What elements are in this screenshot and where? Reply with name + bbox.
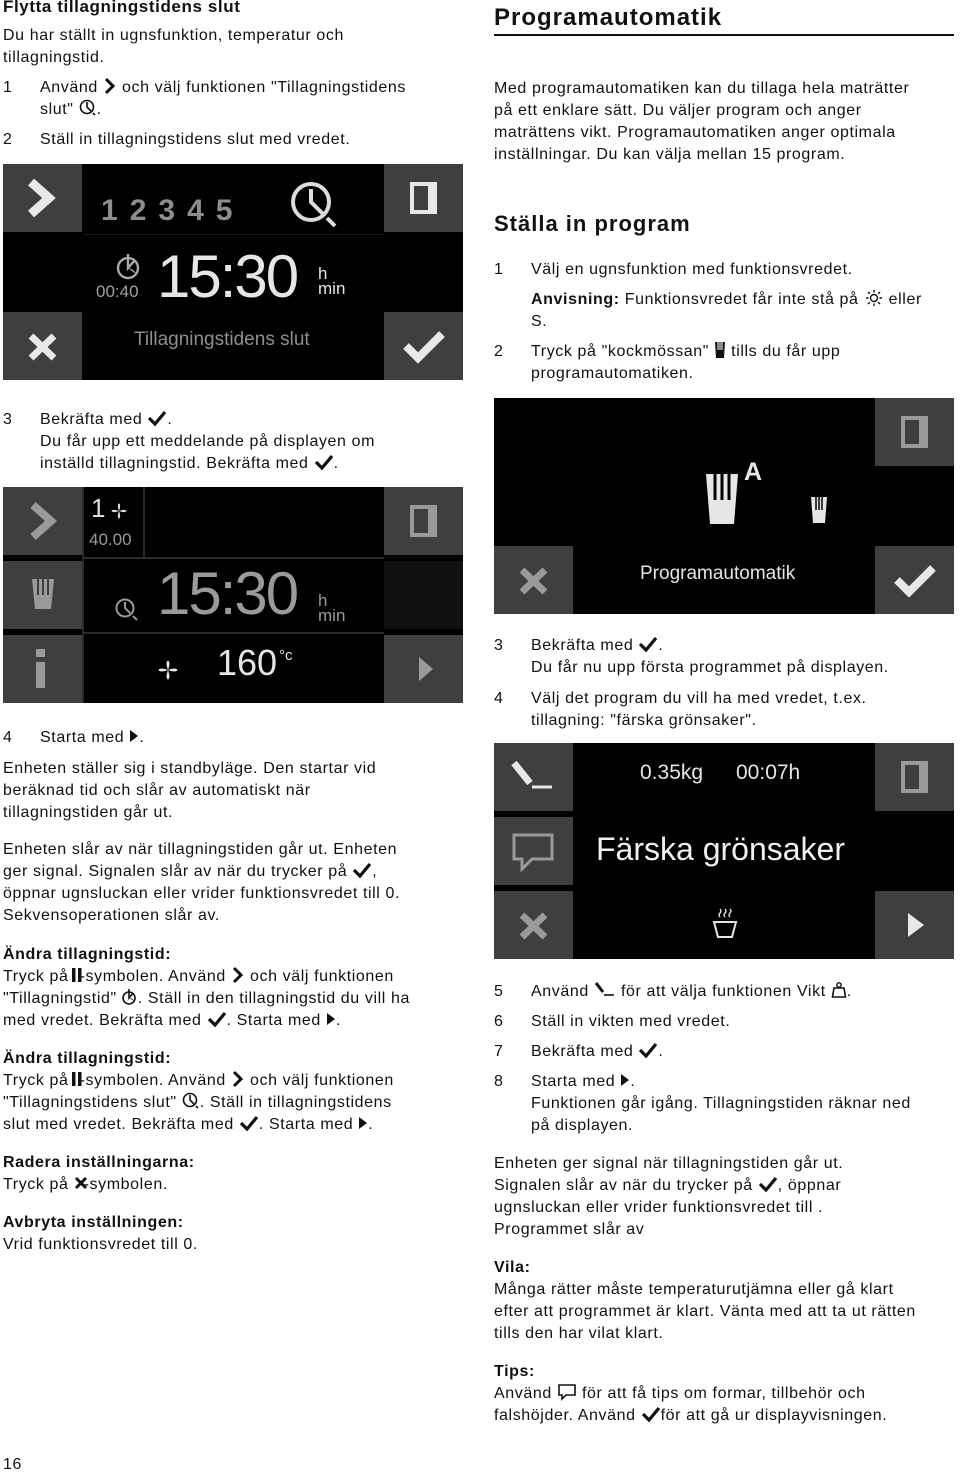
oven-display-end-time bbox=[3, 164, 463, 380]
chevron-right-icon bbox=[231, 1070, 245, 1088]
subheading: Tips: bbox=[494, 1363, 535, 1380]
paragraph-line: Enheten ger signal när tillagningstiden går ut. bbox=[494, 1155, 844, 1172]
step-number: 3 bbox=[3, 411, 12, 428]
next-key[interactable] bbox=[3, 164, 82, 232]
step-text: Bekräfta med . bbox=[531, 637, 664, 654]
step-number: 4 bbox=[3, 729, 12, 746]
cancel-key[interactable] bbox=[494, 546, 573, 614]
mode-number: 1 bbox=[91, 493, 106, 523]
paragraph-line: Signalen slår av när du trycker på , öppnar bbox=[494, 1177, 842, 1194]
oven-door-icon bbox=[875, 743, 954, 811]
paragraph-line: "Tillagningstid" . Ställ in den tillagningstid du vill ha bbox=[3, 990, 410, 1007]
info-icon bbox=[3, 635, 82, 703]
paragraph-line: Många rätter måste temperaturutjämna eller gå klart bbox=[494, 1281, 894, 1298]
paragraph-line: falshöjder. Använd för att gå ur displayvisningen. bbox=[494, 1407, 888, 1424]
checkmark-icon bbox=[239, 1114, 259, 1132]
start-key[interactable] bbox=[384, 635, 463, 703]
checkmark-icon bbox=[758, 1175, 778, 1193]
paragraph-line: ger signal. Signalen slår av när du trycker på , bbox=[3, 863, 378, 880]
chevron-right-icon bbox=[103, 77, 117, 95]
chevron-right-icon bbox=[3, 487, 82, 555]
edit-icon bbox=[594, 981, 616, 999]
step-number: 2 bbox=[494, 343, 503, 360]
play-icon bbox=[129, 729, 139, 743]
program-numbers: 12345 bbox=[101, 194, 245, 227]
note-text-cont: S. bbox=[531, 313, 548, 330]
end-time-value: 15:30 bbox=[157, 560, 298, 627]
oven-display-program bbox=[494, 398, 954, 614]
section-heading: Programautomatik bbox=[494, 4, 723, 31]
step-text: Bekräfta med . bbox=[40, 411, 173, 428]
duration-value: 00:40 bbox=[96, 282, 139, 301]
close-icon bbox=[494, 891, 573, 959]
temperature-unit: °c bbox=[279, 647, 293, 664]
step-text-cont: på displayen. bbox=[531, 1117, 634, 1134]
chef-hat-icon bbox=[714, 341, 726, 359]
edit-icon bbox=[494, 743, 573, 811]
paragraph-line: öppnar ugnsluckan eller vrider funktionsvredet till 0. bbox=[3, 885, 401, 902]
paragraph-line: "Tillagningstidens slut" . Ställ in tillagningstidens bbox=[3, 1094, 392, 1111]
paragraph-line: Tryck på -symbolen. bbox=[3, 1176, 168, 1193]
checkmark-icon bbox=[638, 635, 658, 653]
paragraph-line: Sekvensoperationen slår av. bbox=[3, 907, 220, 924]
intro-line: på ett enklare sätt. Du väljer program och anger bbox=[494, 102, 862, 119]
step-text: Använd och välj funktionen "Tillagningstidens bbox=[40, 79, 407, 96]
step-number: 4 bbox=[494, 690, 503, 707]
start-key[interactable] bbox=[875, 891, 954, 959]
door-key[interactable] bbox=[875, 743, 954, 811]
step-text: Starta med . bbox=[40, 729, 145, 746]
next-key[interactable] bbox=[3, 487, 82, 555]
paragraph-line: Tryck på -symbolen. Använd och välj funktionen bbox=[3, 1072, 394, 1089]
steam-pot-icon bbox=[712, 907, 738, 939]
temperature-value: 160 bbox=[217, 642, 278, 683]
display-label: Programautomatik bbox=[640, 563, 796, 584]
checkmark-icon bbox=[352, 861, 372, 879]
speech-bubble-icon bbox=[494, 817, 573, 885]
play-icon bbox=[875, 891, 954, 959]
step-text: Tryck på "kockmössan" tills du får upp bbox=[531, 343, 841, 360]
checkmark-icon bbox=[207, 1010, 227, 1028]
end-time-icon bbox=[114, 597, 140, 623]
checkmark-icon bbox=[147, 409, 167, 427]
end-time-value: 15:30 bbox=[157, 243, 298, 310]
step-number: 1 bbox=[494, 261, 503, 278]
play-icon bbox=[326, 1012, 336, 1026]
paragraph-line: Använd för att få tips om formar, tillbehör och bbox=[494, 1385, 866, 1402]
oven-door-icon bbox=[384, 487, 463, 555]
checkmark-icon bbox=[638, 1041, 658, 1059]
subheading: Ändra tillagningstid: bbox=[3, 946, 172, 963]
step-text-cont: inställd tillagningstid. Bekräfta med . bbox=[40, 455, 339, 472]
unit-label: h min bbox=[318, 264, 346, 298]
paragraph-line: tillagningstiden går ut. bbox=[3, 804, 174, 821]
oven-light-icon bbox=[864, 289, 884, 307]
weight-value: 0.35kg bbox=[640, 761, 704, 784]
step-number: 6 bbox=[494, 1013, 503, 1030]
intro-line: Med programautomatiken kan du tillaga hela maträtter bbox=[494, 80, 910, 97]
note-text: Anvisning: Funktionsvredet får inte stå på eller bbox=[531, 291, 922, 308]
oven-door-icon bbox=[875, 398, 954, 466]
program-name: Färska grönsaker bbox=[596, 831, 845, 867]
chef-hat-icon bbox=[704, 472, 740, 526]
duration-value: 00:07h bbox=[736, 761, 801, 784]
step-text-cont: Du får upp ett meddelande på displayen om bbox=[40, 433, 376, 450]
paragraph-line: Enheten slår av när tillagningstiden går ut. Enheten bbox=[3, 841, 398, 858]
step-text-cont: slut" . bbox=[40, 101, 102, 118]
chef-hat-icon bbox=[3, 561, 82, 629]
end-time-icon bbox=[79, 99, 97, 117]
chevron-right-icon bbox=[231, 966, 245, 984]
weight-key[interactable] bbox=[494, 743, 573, 811]
step-text: Ställ in tillagningstidens slut med vredet. bbox=[40, 131, 351, 148]
step-text-cont: Funktionen går igång. Tillagningstiden räknar ned bbox=[531, 1095, 911, 1112]
section-heading-left: Flytta tillagningstidens slut bbox=[3, 0, 241, 16]
close-icon bbox=[3, 312, 82, 380]
end-time-icon bbox=[182, 1092, 200, 1110]
cancel-key[interactable] bbox=[3, 312, 82, 380]
step-number: 5 bbox=[494, 983, 503, 1000]
subheading: Radera inställningarna: bbox=[3, 1154, 195, 1171]
info-key[interactable] bbox=[3, 635, 82, 703]
elapsed-value: 40.00 bbox=[89, 530, 132, 549]
paragraph-line: efter att programmet är klart. Vänta med att ta ut rätten bbox=[494, 1303, 916, 1320]
checkmark-icon bbox=[314, 453, 334, 471]
door-key[interactable] bbox=[384, 164, 463, 232]
paragraph-line: Tryck på -symbolen. Använd och välj funktionen bbox=[3, 968, 394, 985]
paragraph-line: beräknad tid och slår av automatiskt när bbox=[3, 782, 311, 799]
subheading: Vila: bbox=[494, 1259, 531, 1276]
step-number: 1 bbox=[3, 79, 12, 96]
checkmark-icon bbox=[641, 1405, 661, 1423]
step-number: 2 bbox=[3, 131, 12, 148]
checkmark-icon bbox=[875, 546, 954, 614]
confirm-key[interactable] bbox=[384, 312, 463, 380]
oven-display-running bbox=[3, 487, 463, 703]
intro-line: maträttens vikt. Programautomatiken anger optimala bbox=[494, 124, 896, 141]
play-icon bbox=[358, 1116, 368, 1130]
paragraph-line: Enheten ställer sig i standbyläge. Den startar vid bbox=[3, 760, 377, 777]
step-text: Bekräfta med . bbox=[531, 1043, 664, 1060]
duration-icon bbox=[115, 252, 145, 282]
paragraph-line: tills den har vilat klart. bbox=[494, 1325, 664, 1342]
paragraph-line: Programmet slår av bbox=[494, 1221, 645, 1238]
fan-icon bbox=[153, 655, 183, 685]
step-text-cont: programautomatiken. bbox=[531, 365, 694, 382]
close-icon bbox=[494, 546, 573, 614]
paragraph-line: slut med vredet. Bekräfta med . Starta med . bbox=[3, 1116, 374, 1133]
display-label: Tillagningstidens slut bbox=[134, 329, 310, 350]
chef-hat-small-icon bbox=[810, 496, 828, 524]
step-text: Använd för att välja funktionen Vikt . bbox=[531, 983, 852, 1000]
intro-line: inställningar. Du kan välja mellan 15 program. bbox=[494, 146, 846, 163]
door-key[interactable] bbox=[875, 398, 954, 466]
paragraph-line: med vredet. Bekräfta med . Starta med . bbox=[3, 1012, 341, 1029]
play-icon bbox=[384, 635, 463, 703]
step-number: 7 bbox=[494, 1043, 503, 1060]
step-number: 8 bbox=[494, 1073, 503, 1090]
paragraph-line: Vrid funktionsvredet till 0. bbox=[3, 1236, 198, 1253]
step-text: Välj det program du vill ha med vredet, t.ex. bbox=[531, 690, 867, 707]
intro-line-2: tillagningstid. bbox=[3, 49, 105, 66]
oven-door-icon bbox=[384, 164, 463, 232]
unit-label: h min bbox=[318, 591, 346, 625]
page-number: 16 bbox=[3, 1456, 22, 1473]
step-text: Välj en ugnsfunktion med funktionsvredet. bbox=[531, 261, 853, 278]
cancel-key[interactable] bbox=[494, 891, 573, 959]
step-text: Starta med . bbox=[531, 1073, 636, 1090]
door-key[interactable] bbox=[384, 487, 463, 555]
step-number: 3 bbox=[494, 637, 503, 654]
speech-bubble-icon bbox=[557, 1383, 577, 1401]
subheading: Ändra tillagningstid: bbox=[3, 1050, 172, 1067]
play-icon bbox=[620, 1073, 630, 1087]
weight-icon bbox=[831, 981, 847, 999]
step-text-cont: tillagning: "färska grönsaker". bbox=[531, 712, 757, 729]
chevron-right-icon bbox=[3, 164, 82, 232]
fan-icon bbox=[107, 499, 131, 523]
checkmark-icon bbox=[384, 312, 463, 380]
paragraph-line: ugnsluckan eller vrider funktionsvredet till . bbox=[494, 1199, 824, 1216]
confirm-key[interactable] bbox=[875, 546, 954, 614]
step-text-cont: Du får nu upp första programmet på displayen. bbox=[531, 659, 889, 676]
subheading: Ställa in program bbox=[494, 211, 691, 236]
duration-icon bbox=[122, 988, 138, 1006]
end-time-icon bbox=[289, 180, 341, 232]
tips-key[interactable] bbox=[494, 817, 573, 885]
heading-rule bbox=[494, 34, 954, 36]
intro-line-1: Du har ställt in ugnsfunktion, temperatur och bbox=[3, 27, 344, 44]
oven-display-vegetables bbox=[494, 743, 954, 959]
chef-hat-key[interactable] bbox=[3, 561, 82, 629]
empty-key bbox=[384, 561, 463, 629]
subheading: Avbryta inställningen: bbox=[3, 1214, 184, 1231]
step-text: Ställ in vikten med vredet. bbox=[531, 1013, 731, 1030]
program-letter: A bbox=[744, 458, 763, 486]
